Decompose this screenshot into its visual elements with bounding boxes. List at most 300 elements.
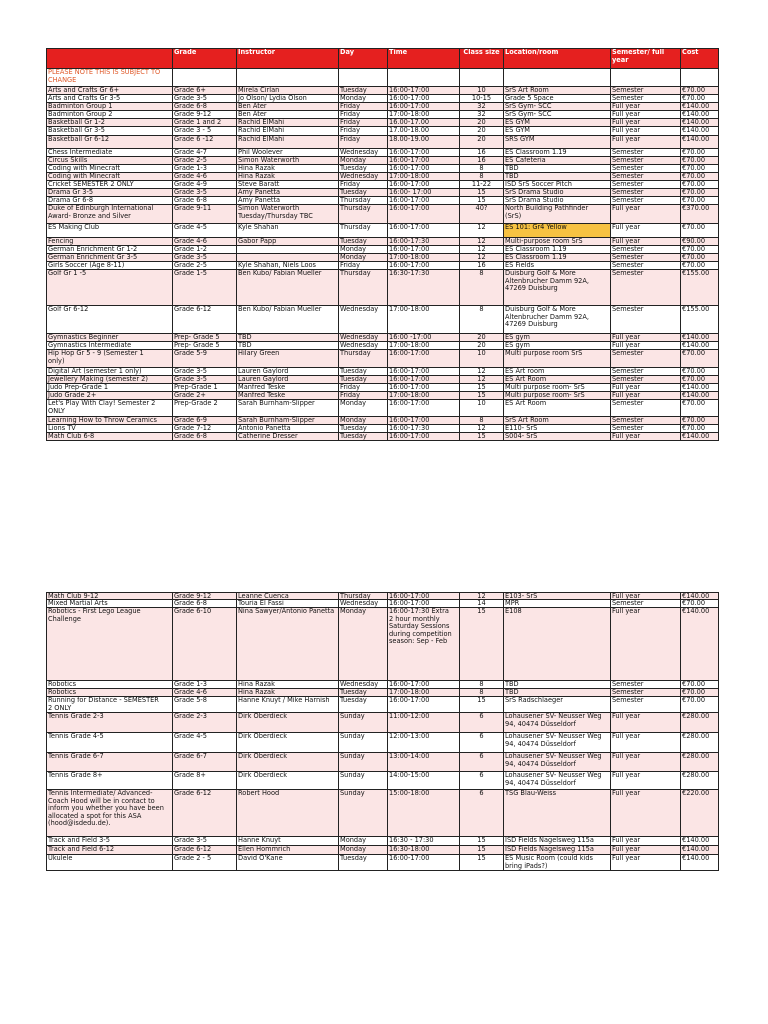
term-cell: Semester <box>611 262 681 270</box>
cost-cell: €70.00 <box>681 157 719 165</box>
term-cell: Full year <box>611 119 681 127</box>
time-cell: 16:00 -17:00 <box>388 334 460 342</box>
table-row <box>46 197 719 205</box>
table-row <box>46 689 719 697</box>
activity-cell: Arts and Crafts Gr 3-5 <box>46 95 173 103</box>
instructor-cell: Simon Waterworth Tuesday/Thursday TBC <box>237 205 339 224</box>
class-size-cell: 10 <box>460 400 504 417</box>
grade-cell: Grade 8+ <box>173 772 237 790</box>
grade-cell: Grade 6-8 <box>173 197 237 205</box>
cost-cell: €70.00 <box>681 262 719 270</box>
term-cell: Full year <box>611 111 681 119</box>
time-cell: 17:00-18:00 <box>388 306 460 334</box>
table-row <box>46 254 719 262</box>
time-cell: 16:00-17:00 <box>388 350 460 368</box>
grade-cell: Grade 3-5 <box>173 95 237 103</box>
activity-cell: Lions TV <box>46 425 173 433</box>
time-cell: 16:00-17:30 <box>388 238 460 246</box>
activity-cell: German Enrichment Gr 1-2 <box>46 246 173 254</box>
time-cell: 16.00-17.00 <box>388 119 460 127</box>
asa-table-part-1 <box>46 48 719 441</box>
table-row <box>46 425 719 433</box>
grade-cell: Grade 6-7 <box>173 753 237 772</box>
day-cell: Sunday <box>339 790 388 837</box>
activity-cell: Mixed Martial Arts <box>46 600 173 608</box>
grade-cell: Grade 1-3 <box>173 165 237 173</box>
header-location: Location/room <box>504 48 611 69</box>
term-cell: Semester <box>611 165 681 173</box>
location-cell: S004- SrS <box>504 433 611 441</box>
grade-cell: Grade 3-5 <box>173 368 237 376</box>
cost-cell: €70.00 <box>681 254 719 262</box>
term-cell: Full year <box>611 205 681 224</box>
table-body <box>46 592 719 871</box>
table-row <box>46 111 719 119</box>
table-row <box>46 103 719 111</box>
table-row <box>46 165 719 173</box>
day-cell: Friday <box>339 181 388 189</box>
class-size-cell: 32 <box>460 111 504 119</box>
cost-cell: €70.00 <box>681 95 719 103</box>
table-row <box>46 205 719 224</box>
instructor-cell: Nina Sawyer/Antonio Panetta <box>237 608 339 681</box>
day-cell: Thursday <box>339 197 388 205</box>
activity-cell: Running for Distance - SEMESTER 2 ONLY <box>46 697 173 713</box>
day-cell: Tuesday <box>339 689 388 697</box>
cost-cell: €370.00 <box>681 205 719 224</box>
location-cell: SrS Gym- SCC <box>504 111 611 119</box>
class-size-cell: 16 <box>460 149 504 157</box>
day-cell: Sunday <box>339 753 388 772</box>
term-cell: Semester <box>611 376 681 384</box>
activity-cell: Gymnastics Intermediate <box>46 342 173 350</box>
location-cell: SRS GYM <box>504 136 611 149</box>
table-row <box>46 119 719 127</box>
table-row <box>46 846 719 855</box>
cost-cell: €140.00 <box>681 103 719 111</box>
time-cell: 16:00-17:00 <box>388 368 460 376</box>
time-cell: 16:30-17:30 <box>388 270 460 306</box>
term-cell: Semester <box>611 95 681 103</box>
grade-cell: Grade 4-5 <box>173 224 237 238</box>
term-cell: Full year <box>611 733 681 753</box>
time-cell: 16:00-17:00 <box>388 697 460 713</box>
time-cell: 15:00-18:00 <box>388 790 460 837</box>
activity-cell: Track and Field 3-5 <box>46 837 173 846</box>
day-cell: Sunday <box>339 772 388 790</box>
time-cell: 17:00-18:00 <box>388 342 460 350</box>
grade-cell: Grade 6-12 <box>173 306 237 334</box>
instructor-cell: Manfred Teske <box>237 384 339 392</box>
class-size-cell: 10-15 <box>460 95 504 103</box>
time-cell: 16:00-17:00 <box>388 149 460 157</box>
cost-cell: €70.00 <box>681 600 719 608</box>
day-cell: Monday <box>339 837 388 846</box>
instructor-cell: Ben Kubo/ Fabian Mueller <box>237 270 339 306</box>
location-cell: ES Cafeteria <box>504 157 611 165</box>
term-cell: Semester <box>611 197 681 205</box>
table-row <box>46 157 719 165</box>
activity-cell: Chess Intermediate <box>46 149 173 157</box>
location-cell: Lohausener SV- Neusser Weg 94, 40474 Düsseldorf <box>504 753 611 772</box>
cost-cell: €220.00 <box>681 790 719 837</box>
day-cell: Monday <box>339 254 388 262</box>
cost-cell: €140.00 <box>681 608 719 681</box>
time-cell: 17.00-18.00 <box>388 127 460 136</box>
cost-cell: €70.00 <box>681 689 719 697</box>
time-cell: 16:00-17:00 <box>388 855 460 871</box>
term-cell: Full year <box>611 334 681 342</box>
table-row <box>46 753 719 772</box>
activity-cell: Let's Play With Clay! Semester 2 ONLY <box>46 400 173 417</box>
instructor-cell: Hina Razak <box>237 173 339 181</box>
day-cell: Monday <box>339 246 388 254</box>
day-cell: Tuesday <box>339 368 388 376</box>
table-row <box>46 173 719 181</box>
term-cell: Semester <box>611 681 681 689</box>
class-size-cell: 15 <box>460 697 504 713</box>
empty-cell <box>388 69 460 87</box>
grade-cell: Grade 7-12 <box>173 425 237 433</box>
term-cell: Full year <box>611 392 681 400</box>
instructor-cell: Antonio Panetta <box>237 425 339 433</box>
table-row <box>46 127 719 136</box>
grade-cell: Grade 6-8 <box>173 433 237 441</box>
header-instructor: Instructor <box>237 48 339 69</box>
time-cell: 18.00-19.00 <box>388 136 460 149</box>
grade-cell: Grade 6-8 <box>173 600 237 608</box>
time-cell: 16:00-17:00 <box>388 376 460 384</box>
cost-cell: €70.00 <box>681 165 719 173</box>
activity-cell: Math Club 6-8 <box>46 433 173 441</box>
table-row <box>46 713 719 733</box>
location-cell: E110- SrS <box>504 425 611 433</box>
grade-cell: Prep- Grade 5 <box>173 342 237 350</box>
time-cell: 16:00-17:30 Extra 2 hour monthly Saturday Sessions during competition season: Sep - Feb <box>388 608 460 681</box>
grade-cell: Grade 3 - 5 <box>173 127 237 136</box>
term-cell: Full year <box>611 608 681 681</box>
table-row <box>46 837 719 846</box>
day-cell: Wednesday <box>339 334 388 342</box>
instructor-cell: Dirk Oberdieck <box>237 713 339 733</box>
grade-cell: Grade 6 -12 <box>173 136 237 149</box>
grade-cell: Grade 6-10 <box>173 608 237 681</box>
grade-cell: Grade 4-6 <box>173 238 237 246</box>
day-cell: Tuesday <box>339 87 388 95</box>
term-cell: Full year <box>611 713 681 733</box>
location-cell: SrS Radschlaeger <box>504 697 611 713</box>
grade-cell: Grade 2-5 <box>173 157 237 165</box>
class-size-cell: 12 <box>460 238 504 246</box>
class-size-cell: 14 <box>460 600 504 608</box>
grade-cell: Grade 3-5 <box>173 254 237 262</box>
time-cell: 16:00-17:00 <box>388 433 460 441</box>
day-cell: Thursday <box>339 592 388 600</box>
cost-cell: €140.00 <box>681 119 719 127</box>
term-cell: Semester <box>611 306 681 334</box>
class-size-cell: 8 <box>460 681 504 689</box>
instructor-cell: Sarah Burnham-Slipper <box>237 400 339 417</box>
time-cell: 16:30-18:00 <box>388 846 460 855</box>
grade-cell: Grade 4-6 <box>173 689 237 697</box>
instructor-cell: Lauren Gaylord <box>237 376 339 384</box>
grade-cell: Grade 3-5 <box>173 376 237 384</box>
cost-cell: €70.00 <box>681 376 719 384</box>
cost-cell: €70.00 <box>681 368 719 376</box>
day-cell: Tuesday <box>339 425 388 433</box>
day-cell: Thursday <box>339 270 388 306</box>
instructor-cell: Rachid ElMahi <box>237 119 339 127</box>
location-cell: Multi purpose room- SrS <box>504 392 611 400</box>
day-cell: Monday <box>339 157 388 165</box>
table-row <box>46 733 719 753</box>
location-cell: ES GYM <box>504 119 611 127</box>
term-cell: Semester <box>611 417 681 425</box>
day-cell: Tuesday <box>339 238 388 246</box>
cost-cell: €70.00 <box>681 173 719 181</box>
location-cell: North Building Pathfinder (SrS) <box>504 205 611 224</box>
term-cell: Full year <box>611 136 681 149</box>
time-cell: 16:00-17:00 <box>388 592 460 600</box>
activity-cell: Cricket SEMESTER 2 ONLY <box>46 181 173 189</box>
table-row <box>46 334 719 342</box>
instructor-cell: Gabor Papp <box>237 238 339 246</box>
location-cell: TBD <box>504 173 611 181</box>
class-size-cell: 15 <box>460 855 504 871</box>
activity-cell: Girls Soccer (Age 8-11) <box>46 262 173 270</box>
activity-cell: Hip Hop Gr 5 - 9 (Semester 1 only) <box>46 350 173 368</box>
grade-cell: Grade 4-5 <box>173 733 237 753</box>
cost-cell: €70.00 <box>681 425 719 433</box>
location-cell: ES Fields <box>504 262 611 270</box>
day-cell: Tuesday <box>339 433 388 441</box>
header-term: Semester/ full year <box>611 48 681 69</box>
time-cell: 16:00-17:00 <box>388 681 460 689</box>
location-cell: SrS Gym- SCC <box>504 103 611 111</box>
day-cell: Friday <box>339 119 388 127</box>
grade-cell: Grade 4-7 <box>173 149 237 157</box>
class-size-cell: 20 <box>460 119 504 127</box>
table-row <box>46 87 719 95</box>
location-cell: SrS Drama Studio <box>504 189 611 197</box>
class-size-cell: 6 <box>460 733 504 753</box>
class-size-cell: 15 <box>460 189 504 197</box>
term-cell: Full year <box>611 772 681 790</box>
cost-cell: €140.00 <box>681 127 719 136</box>
header-time: Time <box>388 48 460 69</box>
cost-cell: €140.00 <box>681 846 719 855</box>
activity-cell: Gymnastics Beginner <box>46 334 173 342</box>
class-size-cell: 12 <box>460 254 504 262</box>
grade-cell: Grade 9-12 <box>173 592 237 600</box>
location-cell: ES Art Room <box>504 376 611 384</box>
grade-cell: Grade 6-8 <box>173 103 237 111</box>
cost-cell: €70.00 <box>681 87 719 95</box>
class-size-cell: 20 <box>460 334 504 342</box>
activity-cell: Judo Prep-Grade 1 <box>46 384 173 392</box>
activity-cell: Jewellery Making (semester 2) <box>46 376 173 384</box>
term-cell: Semester <box>611 350 681 368</box>
location-cell: Multi purpose room SrS <box>504 350 611 368</box>
class-size-cell: 10 <box>460 87 504 95</box>
class-size-cell: 6 <box>460 772 504 790</box>
activity-cell: Robotics <box>46 689 173 697</box>
empty-cell <box>339 69 388 87</box>
grade-cell: Grade 2 - 5 <box>173 855 237 871</box>
day-cell: Thursday <box>339 205 388 224</box>
class-size-cell: 12 <box>460 425 504 433</box>
class-size-cell: 10 <box>460 350 504 368</box>
time-cell: 17:00-18:00 <box>388 689 460 697</box>
table-row <box>46 350 719 368</box>
empty-cell <box>611 69 681 87</box>
table-row <box>46 306 719 334</box>
cost-cell: €140.00 <box>681 334 719 342</box>
subject-to-change-notice: PLEASE NOTE THIS IS SUBJECT TO CHANGE <box>46 69 173 87</box>
instructor-cell: Simon Waterworth <box>237 157 339 165</box>
instructor-cell: Hanne Knuyt <box>237 837 339 846</box>
day-cell: Wednesday <box>339 173 388 181</box>
table-row <box>46 392 719 400</box>
grade-cell: Grade 1-5 <box>173 270 237 306</box>
day-cell: Friday <box>339 103 388 111</box>
time-cell: 16:30 - 17:30 <box>388 837 460 846</box>
activity-cell: Tennis Grade 8+ <box>46 772 173 790</box>
location-cell: TSG Blau-Weiss <box>504 790 611 837</box>
cost-cell: €70.00 <box>681 189 719 197</box>
cost-cell: €280.00 <box>681 733 719 753</box>
cost-cell: €140.00 <box>681 384 719 392</box>
location-cell: Duisburg Golf & More Altenbrucher Damm 92A, 47269 Duisburg <box>504 270 611 306</box>
day-cell: Sunday <box>339 713 388 733</box>
table-row <box>46 181 719 189</box>
location-cell: E108 <box>504 608 611 681</box>
empty-cell <box>681 69 719 87</box>
instructor-cell: Sarah Burnham-Slipper <box>237 417 339 425</box>
term-cell: Semester <box>611 157 681 165</box>
activity-cell: Basketball Gr 1-2 <box>46 119 173 127</box>
class-size-cell: 15 <box>460 608 504 681</box>
grade-cell: Grade 5-9 <box>173 350 237 368</box>
instructor-cell: Rachid ElMahi <box>237 136 339 149</box>
instructor-cell: Dirk Oberdieck <box>237 772 339 790</box>
instructor-cell: Leanne Cuenca <box>237 592 339 600</box>
instructor-cell: Dirk Oberdieck <box>237 733 339 753</box>
table-row <box>46 270 719 306</box>
location-cell: TBD <box>504 689 611 697</box>
cost-cell: €140.00 <box>681 855 719 871</box>
cost-cell: €70.00 <box>681 350 719 368</box>
class-size-cell: 15 <box>460 197 504 205</box>
day-cell: Friday <box>339 384 388 392</box>
location-cell: ES 101: Gr4 Yellow <box>504 224 611 238</box>
day-cell: Friday <box>339 136 388 149</box>
day-cell: Wednesday <box>339 600 388 608</box>
location-cell: ES Art Room <box>504 400 611 417</box>
time-cell: 16:00-17:00 <box>388 157 460 165</box>
cost-cell: €70.00 <box>681 149 719 157</box>
grade-cell: Grade 6+ <box>173 87 237 95</box>
term-cell: Semester <box>611 189 681 197</box>
table-row <box>46 262 719 270</box>
location-cell: TBD <box>504 681 611 689</box>
location-cell: MPR <box>504 600 611 608</box>
term-cell: Semester <box>611 600 681 608</box>
instructor-cell: Mirela Cirlan <box>237 87 339 95</box>
time-cell: 13:00-14:00 <box>388 753 460 772</box>
term-cell: Full year <box>611 127 681 136</box>
table-row <box>46 95 719 103</box>
time-cell: 14:00-15:00 <box>388 772 460 790</box>
activity-cell: Duke of Edinburgh International Award- Bronze and Silver <box>46 205 173 224</box>
grade-cell: Grade 4-9 <box>173 181 237 189</box>
empty-cell <box>504 69 611 87</box>
location-cell: TBD <box>504 165 611 173</box>
grade-cell: Grade 5-8 <box>173 697 237 713</box>
location-cell: ISD Fields Nagelsweg 115a <box>504 837 611 846</box>
term-cell: Full year <box>611 103 681 111</box>
instructor-cell: Amy Panetta <box>237 189 339 197</box>
table-row <box>46 608 719 681</box>
time-cell: 16:00-17:00 <box>388 224 460 238</box>
table-row <box>46 417 719 425</box>
activity-cell: ES Making Club <box>46 224 173 238</box>
activity-cell: Golf Gr 6-12 <box>46 306 173 334</box>
instructor-cell: Lauren Gaylord <box>237 368 339 376</box>
table-row <box>46 790 719 837</box>
instructor-cell: Jo Olson/ Lydia Olson <box>237 95 339 103</box>
location-cell: ISD SrS Soccer Pitch <box>504 181 611 189</box>
term-cell: Semester <box>611 400 681 417</box>
time-cell: 16:00-17:00 <box>388 417 460 425</box>
day-cell: Monday <box>339 400 388 417</box>
table-row <box>46 368 719 376</box>
location-cell: Multi-purpose room SrS <box>504 238 611 246</box>
day-cell: Monday <box>339 417 388 425</box>
instructor-cell: Amy Panetta <box>237 197 339 205</box>
time-cell: 12:00-13:00 <box>388 733 460 753</box>
class-size-cell: 40? <box>460 205 504 224</box>
class-size-cell: 16 <box>460 157 504 165</box>
activity-cell: Digital Art (semester 1 only) <box>46 368 173 376</box>
cost-cell: €140.00 <box>681 136 719 149</box>
cost-cell: €140.00 <box>681 837 719 846</box>
cost-cell: €280.00 <box>681 713 719 733</box>
time-cell: 17:00-18:00 <box>388 254 460 262</box>
cost-cell: €140.00 <box>681 342 719 350</box>
location-cell: Duisburg Golf & More Altenbrucher Damm 92A, 47269 Duisburg <box>504 306 611 334</box>
location-cell: E103- SrS <box>504 592 611 600</box>
instructor-cell: Touria El Fassi <box>237 600 339 608</box>
day-cell: Wednesday <box>339 149 388 157</box>
term-cell: Semester <box>611 689 681 697</box>
instructor-cell: Hina Razak <box>237 165 339 173</box>
activity-cell: Basketball Gr 3-5 <box>46 127 173 136</box>
class-size-cell: 8 <box>460 173 504 181</box>
asa-table-part-2 <box>46 592 719 871</box>
class-size-cell: 8 <box>460 270 504 306</box>
time-cell: 16:00-17:00 <box>388 103 460 111</box>
instructor-cell: Ben Kubo/ Fabian Mueller <box>237 306 339 334</box>
day-cell: Friday <box>339 262 388 270</box>
activity-cell: Robotics - First Lego League Challenge <box>46 608 173 681</box>
time-cell: 16:00-17:00 <box>388 197 460 205</box>
instructor-cell: TBD <box>237 342 339 350</box>
empty-cell <box>237 69 339 87</box>
term-cell: Full year <box>611 753 681 772</box>
table-row <box>46 772 719 790</box>
class-size-cell: 15 <box>460 837 504 846</box>
